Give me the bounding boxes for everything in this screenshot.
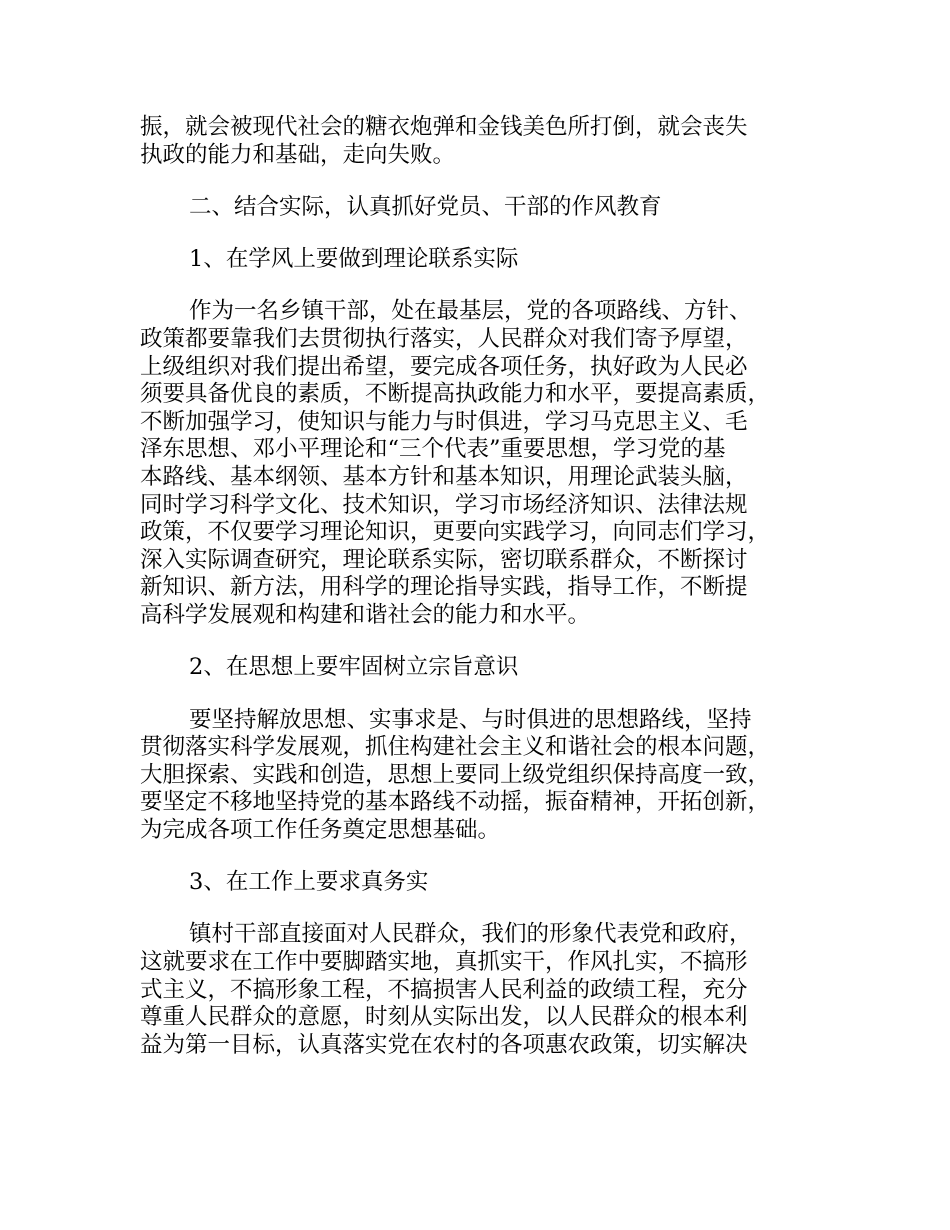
paragraph-ideology: [140, 707, 830, 845]
text-line: 同时学习科学文化、技术知识，学习市场经济知识、法律法规: [140, 491, 748, 518]
text-line: 政策都要靠我们去贯彻执行落实，人民群众对我们寄予厚望，: [140, 326, 748, 353]
text-line: 益为第一目标，认真落实党在农村的各项惠农政策，切实解决: [140, 1031, 748, 1058]
subsection-heading-3: [140, 869, 830, 897]
text-line: 深入实际调查研究，理论联系实际，密切联系群众，不断探讨: [140, 546, 748, 573]
paragraph-study-style: [140, 298, 830, 629]
heading-line: 3、在工作上要求真务实: [189, 869, 429, 896]
text-line: 要坚持解放思想、实事求是、与时俱进的思想路线，坚持: [189, 706, 752, 733]
heading-line: 1、在学风上要做到理论联系实际: [189, 246, 519, 273]
text-line: 泽东思想、邓小平理论和“三个代表”重要思想，学习党的基: [140, 436, 726, 463]
text-line: 作为一名乡镇干部，处在最基层，党的各项路线、方针、: [189, 298, 752, 325]
text-line: 须要具备优良的素质，不断提高执政能力和水平，要提高素质，: [140, 381, 771, 408]
text-line: 式主义，不搞形象工程，不搞损害人民利益的政绩工程，充分: [140, 976, 748, 1003]
subsection-heading-2: [140, 654, 830, 682]
subsection-heading-1: [140, 246, 830, 274]
text-line: 政策，不仅要学习理论知识，更要向实践学习，向同志们学习，: [140, 519, 771, 546]
text-line: 执政的能力和基础，走向失败。: [140, 141, 456, 168]
text-line: 为完成各项工作任务奠定思想基础。: [140, 816, 501, 843]
section-heading-2: [140, 194, 830, 222]
text-line: 镇村干部直接面对人民群众，我们的形象代表党和政府，: [189, 921, 752, 948]
text-line: 要坚定不移地坚持党的基本路线不动摇，振奋精神，开拓创新，: [140, 789, 771, 816]
document-page: [140, 114, 830, 1059]
paragraph-continuation: [140, 114, 830, 169]
heading-line: 2、在思想上要牢固树立宗旨意识: [189, 654, 519, 681]
text-line: 本路线、基本纲领、基本方针和基本知识，用理论武装头脑，: [140, 464, 748, 490]
text-line: 尊重人民群众的意愿，时刻从实际出发，以人民群众的根本利: [140, 1004, 748, 1031]
text-line: 不断加强学习，使知识与能力与时俱进，学习马克思主义、毛: [140, 408, 748, 435]
text-line: 上级组织对我们提出希望，要完成各项任务，执好政为人民必: [140, 353, 748, 380]
text-line: 振，就会被现代社会的糖衣炮弹和金钱美色所打倒，就会丧失: [140, 114, 748, 140]
heading-line: 二、结合实际，认真抓好党员、干部的作风教育: [189, 193, 662, 220]
text-line: 大胆探索、实践和创造，思想上要同上级党组织保持高度一致，: [140, 761, 771, 788]
text-line: 这就要求在工作中要脚踏实地，真抓实干，作风扎实，不搞形: [140, 949, 748, 976]
text-line: 新知识、新方法，用科学的理论指导实践，指导工作，不断提: [140, 574, 748, 601]
paragraph-work-style: [140, 921, 830, 1059]
text-line: 高科学发展观和构建和谐社会的能力和水平。: [140, 601, 591, 628]
text-line: 贯彻落实科学发展观，抓住构建社会主义和谐社会的根本问题，: [140, 734, 771, 761]
